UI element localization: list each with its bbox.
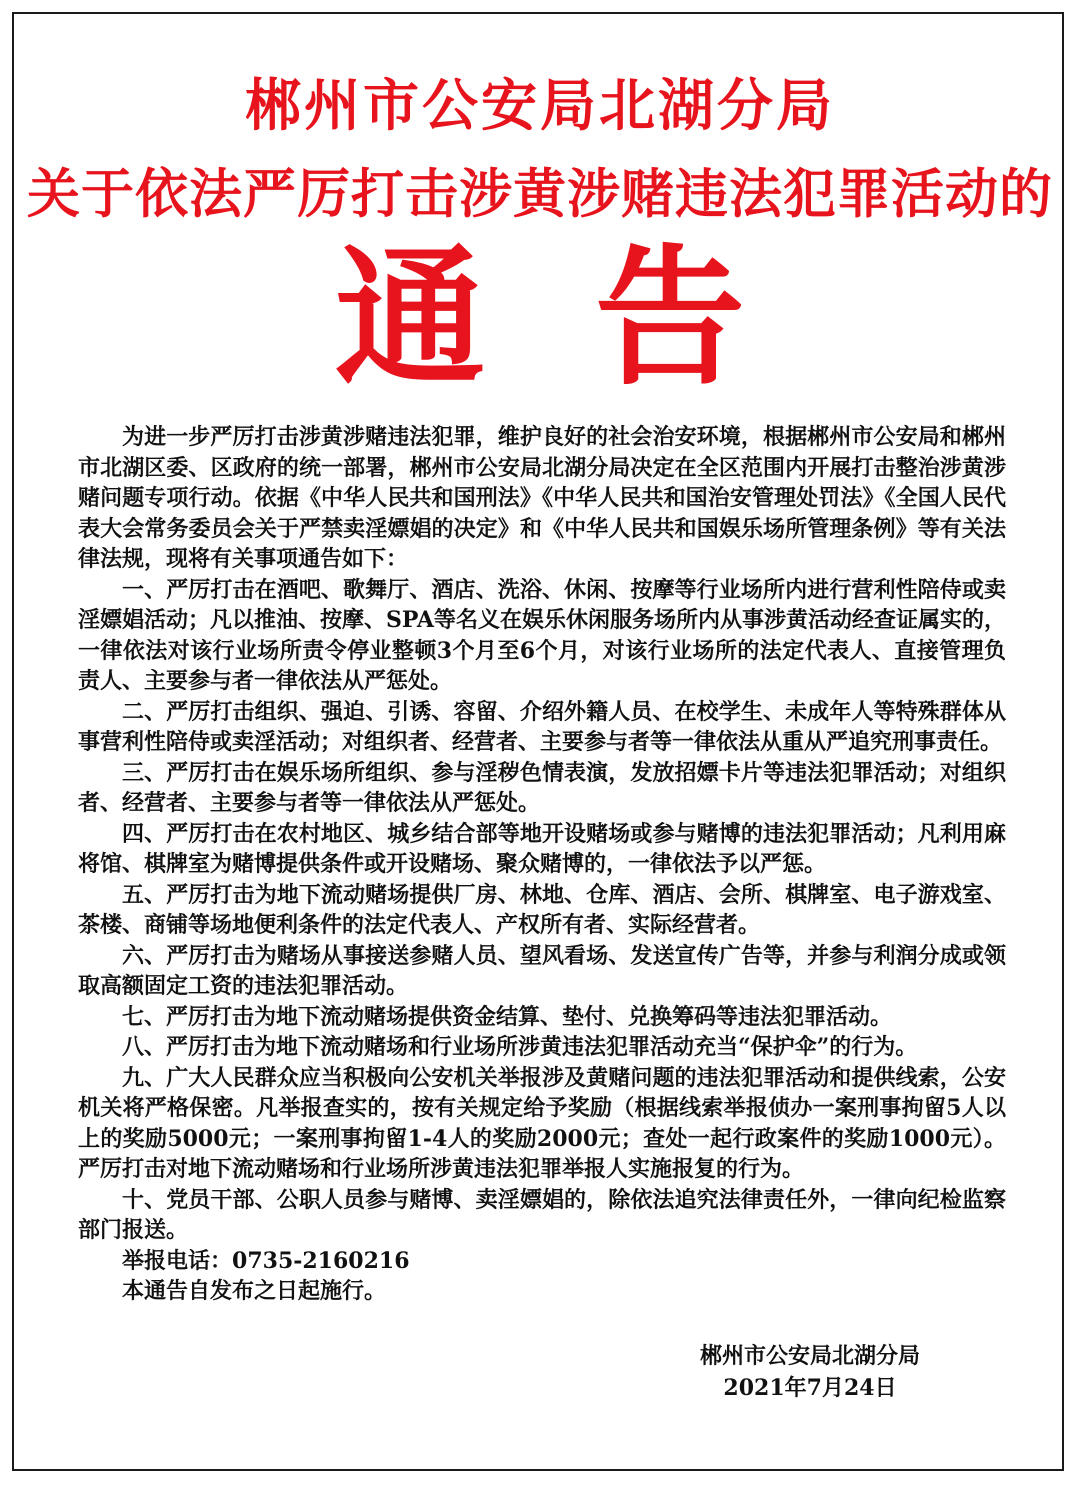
contact-phone: 0735-2160216 [232,1247,410,1274]
clause-7: 七、严厉打击为地下流动赌场提供资金结算、垫付、兑换筹码等违法犯罪活动。 [122,1003,893,1030]
notice-char-gao: 告 [595,230,746,406]
clause-10: 十、党员干部、公职人员参与赌博、卖淫嫖娼的，除依法追究法律责任外，一律向纪检监察部门报送。 [78,1186,1006,1243]
issuer-name: 郴州市公安局北湖分局 [699,1343,920,1369]
effective-statement: 本通告自发布之日起施行。 [122,1278,387,1304]
clause-6: 六、严厉打击为赌场从事接送参赌人员、望风看场、发送宣传广告等，并参与利润分成或领取高额固定工资的违法犯罪活动。 [78,942,1006,999]
notice-heading [0,230,1080,406]
contact-line [78,1246,1006,1277]
clause-2: 二、严厉打击组织、强迫、引诱、容留、介绍外籍人员、在校学生、未成年人等特殊群体从事营利性陪侍或卖淫活动；对组织者、经营者、主要参与者等一律依法从重从严追究刑事责任。 [78,698,1006,755]
signature-block [660,1340,960,1404]
issue-date: 2021年7月24日 [723,1375,897,1401]
notice-body [78,422,1006,1307]
clause-1: 一、严厉打击在酒吧、歌舞厅、酒店、洗浴、休闲、按摩等行业场所内进行营利性陪侍或卖淫嫖娼活动；凡以推油、按摩、SPA等名义在娱乐休闲服务场所内从事涉黄活动经查证属实的，一律依法对该行业场所责令停业整顿3个月至6个月，对该行业场所的法定代表人、直接管理负责人、主要参与者一律依法从严惩处。 [78,576,1006,694]
org-title: 郴州市公安局北湖分局 [245,73,835,139]
notice-char-tong: 通 [334,230,485,406]
subject-title: 关于依法严厉打击涉黄涉赌违法犯罪活动的 [27,163,1053,225]
clause-4: 四、严厉打击在农村地区、城乡结合部等地开设赌场或参与赌博的违法犯罪活动；凡利用麻将馆、棋牌室为赌博提供条件或开设赌场、聚众赌博的，一律依法予以严惩。 [78,820,1006,877]
clause-8: 八、严厉打击为地下流动赌场和行业场所涉黄违法犯罪活动充当“保护伞”的行为。 [122,1034,918,1060]
clause-3: 三、严厉打击在娱乐场所组织、参与淫秽色情表演，发放招嫖卡片等违法犯罪活动；对组织者、经营者、主要参与者等一律依法从严惩处。 [78,759,1006,816]
intro-paragraph: 为进一步严厉打击涉黄涉赌违法犯罪，维护良好的社会治安环境，根据郴州市公安局和郴州市北湖区委、区政府的统一部署，郴州市公安局北湖分局决定在全区范围内开展打击整治涉黄涉赌问题专项行动。依据《中华人民共和国刑法》《中华人民共和国治安管理处罚法》《全国人民代表大会常务委员会关于严禁卖淫嫖娼的决定》和《中华人民共和国娱乐场所管理条例》等有关法律法规，现将有关事项通告如下： [78,424,1006,572]
clause-5: 五、严厉打击为地下流动赌场提供厂房、林地、仓库、酒店、会所、棋牌室、电子游戏室、茶楼、商铺等场地便利条件的法定代表人、产权所有者、实际经营者。 [78,881,1006,938]
clause-9: 九、广大人民群众应当积极向公安机关举报涉及黄赌问题的违法犯罪活动和提供线索，公安机关将严格保密。凡举报查实的，按有关规定给予奖励（根据线索举报侦办一案刑事拘留5人以上的奖励5000元；一案刑事拘留1-4人的奖励2000元；查处一起行政案件的奖励1000元）。严厉打击对地下流动赌场和行业场所涉黄违法犯罪举报人实施报复的行为。 [78,1064,1006,1182]
contact-label: 举报电话： [122,1247,233,1274]
